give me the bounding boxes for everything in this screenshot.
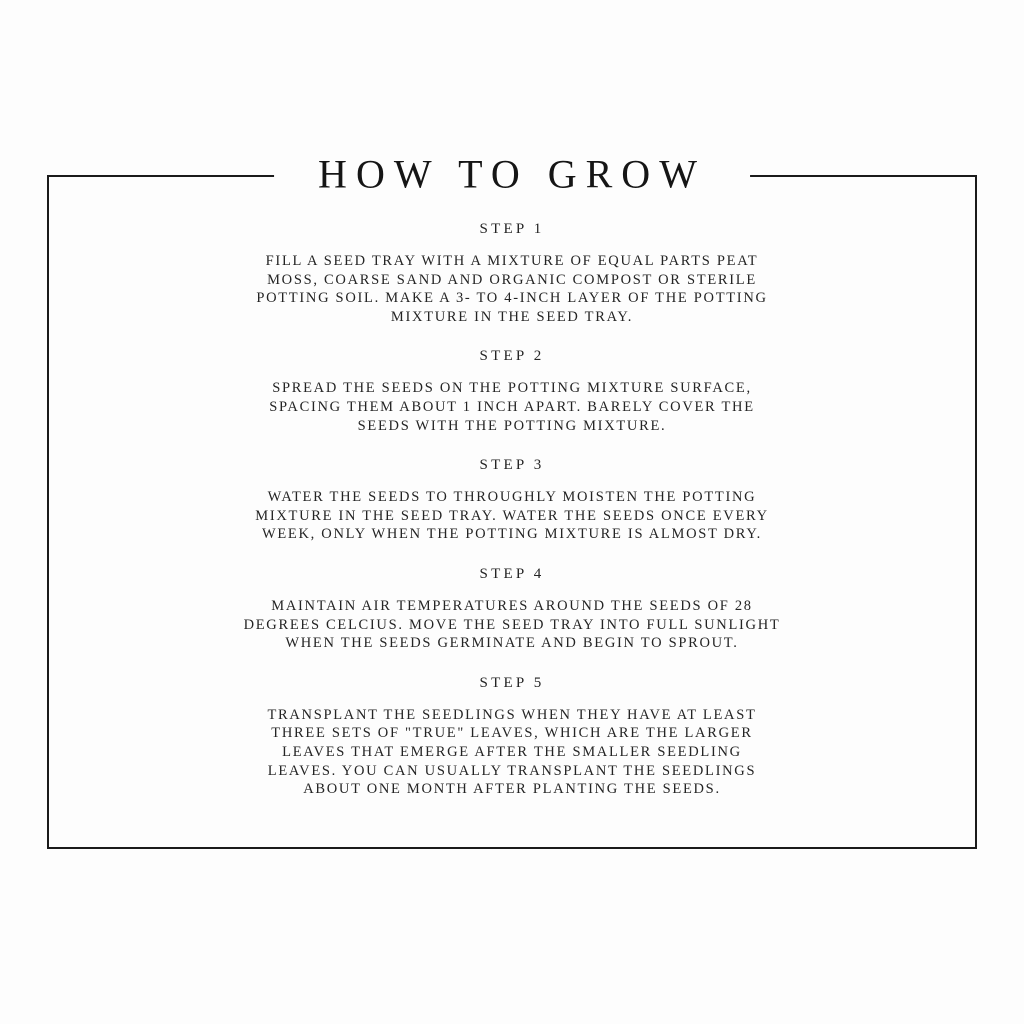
page-title: HOW TO GROW bbox=[274, 151, 750, 198]
step-text-line: TRANSPLANT THE SEEDLINGS WHEN THEY HAVE AT LEAST bbox=[267, 706, 757, 723]
step-label: STEP 4 bbox=[479, 565, 545, 582]
step-text-line: MOSS, COARSE SAND AND ORGANIC COMPOST OR STERILE bbox=[267, 271, 757, 288]
step-text-line: LEAVES. YOU CAN USUALLY TRANSPLANT THE SEEDLINGS bbox=[267, 762, 757, 779]
step-text-line: SPACING THEM ABOUT 1 INCH APART. BARELY COVER THE bbox=[269, 398, 755, 415]
step-label: STEP 5 bbox=[479, 674, 545, 691]
step-text-line: POTTING SOIL. MAKE A 3- TO 4-INCH LAYER OF THE POTTING bbox=[256, 290, 768, 307]
step-text-line: DEGREES CELCIUS. MOVE THE SEED TRAY INTO FULL SUNLIGHT bbox=[243, 616, 781, 633]
step-body bbox=[0, 706, 1024, 799]
step-text-line: MIXTURE IN THE SEED TRAY. bbox=[390, 308, 634, 325]
steps-container bbox=[0, 219, 1024, 819]
step-block bbox=[0, 219, 1024, 326]
step-text-line: ABOUT ONE MONTH AFTER PLANTING THE SEEDS. bbox=[303, 781, 721, 798]
step-block bbox=[0, 564, 1024, 653]
step-text-line: LEAVES THAT EMERGE AFTER THE SMALLER SEEDLING bbox=[282, 743, 742, 760]
step-text-line: WATER THE SEEDS TO THROUGHLY MOISTEN THE POTTING bbox=[267, 489, 757, 506]
step-body bbox=[0, 252, 1024, 326]
step-label: STEP 2 bbox=[479, 348, 545, 365]
step-label: STEP 1 bbox=[479, 221, 545, 237]
step-block bbox=[0, 673, 1024, 799]
step-body bbox=[0, 379, 1024, 435]
step-text-line: MAINTAIN AIR TEMPERATURES AROUND THE SEEDS OF 28 bbox=[271, 597, 753, 614]
step-text-line: FILL A SEED TRAY WITH A MIXTURE OF EQUAL PARTS PEAT bbox=[265, 253, 759, 269]
step-text-line: THREE SETS OF "TRUE" LEAVES, WHICH ARE THE LARGER bbox=[271, 725, 753, 742]
step-text-line: SPREAD THE SEEDS ON THE POTTING MIXTURE SURFACE, bbox=[272, 380, 752, 397]
step-text-line: MIXTURE IN THE SEED TRAY. WATER THE SEEDS ONCE EVERY bbox=[255, 507, 769, 524]
step-text-line: WHEN THE SEEDS GERMINATE AND BEGIN TO SPROUT. bbox=[285, 635, 739, 652]
step-label: STEP 3 bbox=[479, 457, 545, 474]
step-block bbox=[0, 455, 1024, 544]
step-body bbox=[0, 488, 1024, 544]
step-block bbox=[0, 346, 1024, 435]
step-body bbox=[0, 597, 1024, 653]
step-text-line: WEEK, ONLY WHEN THE POTTING MIXTURE IS ALMOST DRY. bbox=[261, 526, 762, 543]
step-text-line: SEEDS WITH THE POTTING MIXTURE. bbox=[357, 417, 667, 434]
